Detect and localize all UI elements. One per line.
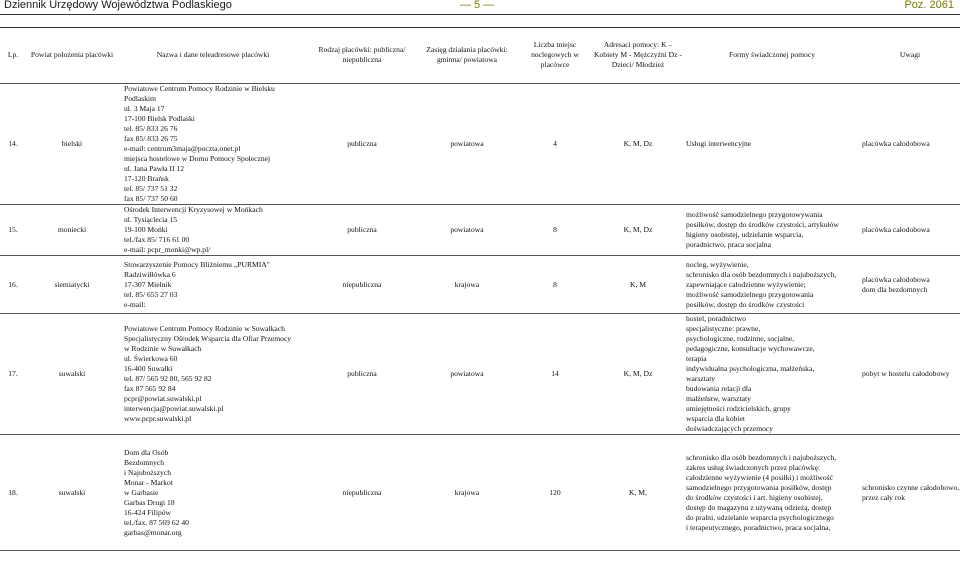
cell-forms [684,256,860,314]
cell-lp: 17. [8,369,18,379]
cell-name-line: e-mail: centrum3maja@poczta.onet.pl [124,144,241,154]
cell-name-line: e-mail: [124,299,146,309]
cell-forms-line: posiłków, dostęp do środków czystości, artykułów [686,220,839,230]
header-rule [0,14,960,15]
cell-places: 4 [553,139,557,149]
cell-forms [684,205,860,256]
cell-name-line: fax 87 565 92 84 [124,384,176,394]
cell-powiat: suwalski [58,487,86,497]
cell-name-line: w Rodzinie w Suwałkach [124,344,202,354]
cell-forms-line: możliwość samodzielnego przygotowywania [686,210,823,220]
table-row [0,256,960,314]
cell-scope: powiatowa [450,139,484,149]
cell-recipients: K, M, [629,487,647,497]
cell-name-line: Garbas Drugi 18 [124,497,175,507]
cell-lp: 14. [8,139,18,149]
cell-notes-line: placówka całodobowa [862,139,930,149]
cell-name-line: Radziwiłłówka 6 [124,269,176,279]
cell-forms-line: dostęp do magazynu z używaną odzieżą, dostęp [686,502,832,512]
cell-forms-line: samodzielnego przygotowania posiłków, dostęp [686,482,832,492]
cell-name-line: Powiatowe Centrum Pomocy Rodzinie w Suwałkach [124,324,285,334]
cell-type: niepubliczna [342,487,382,497]
col-header-scope: Zasięg działania placówki: gminna/ powiatowa [426,44,508,64]
cell-notes [860,314,960,435]
cell-forms-line: pedagogiczne, konsultacje wychowawcze, [686,344,815,354]
table-header-row [0,27,960,84]
cell-name [118,314,308,435]
table-row [0,435,960,551]
cell-name [118,256,308,314]
cell-forms-line: do pralni, udzielanie wsparcia psychologicznego [686,512,834,522]
cell-notes-line: przez cały rok [862,492,906,502]
cell-name-line: garbas@monar.org [124,528,182,537]
cell-forms-line: do środków czystości i art. higieny osobistej, [686,492,823,502]
cell-name-line: 16-424 Filipów [124,507,172,517]
cell-notes-line: placówka całodobowa [862,274,930,284]
cell-name-line: Monar - Markot [124,477,173,487]
cell-forms-line: posiłków, dostęp do środków czystości [686,299,805,309]
cell-forms-line: terapia [686,354,707,364]
cell-recipients: K, M, Dz [623,225,653,235]
cell-scope: powiatowa [450,225,484,235]
cell-forms-line: wsparcia dla kobiet [686,414,746,424]
col-header-powiat: Powiat położenia placówki [30,49,114,59]
cell-places: 8 [553,279,557,289]
cell-forms-line: higieny osobistej, udzielanie wsparcia, [686,230,804,240]
table-row [0,84,960,205]
cell-notes [860,84,960,205]
cell-recipients: K, M, Dz [623,369,653,379]
cell-forms-line: i terapeutycznego, poradnictwo, praca socjalna, [686,523,831,532]
cell-name-line: tel. 85/ 655 27 03 [124,289,178,299]
cell-name-line: fax 85/ 737 50 60 [124,194,178,204]
cell-name-line: Powiatowe Centrum Pomocy Rodzinie w Bielsku [124,84,275,93]
page-header [0,0,960,13]
cell-powiat: moniecki [57,225,87,235]
cell-name-line: tel./fax 85/ 716 61 00 [124,235,190,245]
cell-forms [684,84,860,205]
cell-name-line: pcpr@powiat.suwalski.pl [124,394,202,404]
facilities-table [0,27,960,551]
cell-forms-line: schronisko dla osób bezdomnych i najuboższych, [686,452,837,462]
cell-powiat: bielski [61,139,83,149]
cell-name-line: Ośrodek Interwencji Kryzysowej w Mońkach [124,205,263,215]
cell-powiat: suwalski [58,369,86,379]
cell-forms-line: indywidualna psychologiczna, małżeńska, [686,364,815,374]
cell-scope: krajowa [454,487,480,497]
cell-forms-line: hostel, poradnictwo [686,314,746,324]
cell-notes-line: placówka całodobowa [862,225,930,235]
cell-forms-line: nocleg, wyżywienie, [686,259,749,269]
cell-name-line: Stowarzyszenie Pomocy Bliźniemu „PURMIA" [124,259,270,269]
cell-name-line: Dom dla Osób [124,447,169,457]
cell-forms-line: umiejętności rodzicielskich, grupy [686,404,791,414]
col-header-places: Liczba miejsc noclegowych w placówce [531,39,579,69]
cell-forms-line: możliwość samodzielnego przygotowania [686,289,814,299]
cell-name-line: tel. 87/ 565 92 80, 565 92 82 [124,374,212,384]
cell-forms-line: specjalistyczne: prawne, [686,324,761,334]
cell-forms-line: małżeństw, warsztaty [686,394,751,404]
cell-name-line: tel. 85/ 833 26 76 [124,124,178,134]
cell-forms-line: Usługi interwencyjne [686,139,752,149]
cell-forms-line: psychologiczne, rodzinne, socjalne, [686,334,795,344]
cell-name-line: Specjalistyczny Ośrodek Wsparcia dla Ofiar Przemocy [124,334,292,344]
cell-name-line: fax 85/ 833 26 75 [124,134,178,144]
cell-places: 14 [551,369,559,379]
position-number: Poz. 2061 [904,0,954,11]
cell-forms-line: schronisko dla osób bezdomnych i najuboższych, [686,269,837,279]
cell-places: 8 [553,225,557,235]
cell-name-line: ul. Jana Pawła II 12 [124,164,185,174]
cell-type: publiczna [347,225,377,235]
cell-type: publiczna [347,369,377,379]
cell-name-line: 19-100 Mońki [124,225,168,235]
table-row [0,205,960,256]
cell-name-line: www.pcpr.suwalski.pl [124,414,192,424]
cell-notes [860,256,960,314]
cell-forms-line: warsztaty [686,374,716,384]
col-header-name: Nazwa i dane teleadresowe placówki [156,49,270,59]
cell-name-line: e-mail: pcpr_monki@wp.pl/ [124,245,211,255]
cell-lp: 18. [8,487,18,497]
cell-lp: 16. [8,279,18,289]
col-header-recipients: Adresaci pomocy: K – Kobiety M - Mężczyźni Dz - Dzieci/ Młodzież [594,39,682,69]
cell-forms-line: budowania relacji dla [686,384,752,394]
cell-name-line: tel./fax. 87 569 62 40 [124,517,189,527]
cell-powiat: siemiatycki [54,279,90,289]
cell-forms-line: doświadczających przemocy [686,424,774,434]
cell-type: niepubliczna [342,279,382,289]
cell-name [118,84,308,205]
cell-notes-line: dom dla bezdomnych [862,284,928,294]
cell-name-line: i Najuboższych [124,467,172,477]
cell-name-line: ul. Tysiąclecia 15 [124,215,178,225]
cell-name-line: w Garbasie [124,487,159,497]
cell-notes-line: pobyt w hostelu całodobowy [862,369,950,379]
col-header-notes: Uwagi [899,49,921,59]
col-header-lp: Lp. [7,49,19,59]
cell-forms [684,314,860,435]
cell-notes-line: schronisko czynne całodobowo, [862,482,960,492]
cell-name [118,435,308,551]
cell-recipients: K, M, Dz [623,139,653,149]
col-header-type: Rodzaj placówki: publiczna/ niepubliczna [318,44,406,64]
journal-title: Dziennik Urzędowy Województwa Podlaskiego [4,0,232,11]
cell-name-line: Bezdomnych [124,457,165,467]
cell-name [118,205,308,256]
cell-name-line: tel. 85/ 737 51 32 [124,184,178,194]
cell-forms [684,435,860,551]
cell-lp: 15. [8,225,18,235]
cell-name-line: 17-120 Brańsk [124,174,169,184]
cell-name-line: 17-100 Bielsk Podlaski [124,114,195,124]
col-header-forms: Formy świadczonej pomocy [728,49,816,59]
cell-name-line: 17-307 Mielnik [124,279,172,289]
cell-name-line: Podlaskim [124,94,157,104]
cell-notes [860,435,960,551]
page-number: — 5 — [460,0,495,11]
cell-name-line: 16-400 Suwałki [124,364,173,374]
cell-scope: krajowa [454,279,480,289]
cell-forms-line: całodzienne wyżywienie (4 posiłki) i możliwość [686,472,833,482]
cell-notes [860,205,960,256]
cell-recipients: K, M [629,279,647,289]
cell-places: 120 [549,487,561,497]
cell-type: publiczna [347,139,377,149]
table-row [0,314,960,435]
cell-scope: powiatowa [450,369,484,379]
cell-name-line: interwencja@powiat.suwalski.pl [124,404,224,414]
cell-name-line: ul. 3 Maja 17 [124,104,165,114]
cell-forms-line: zakres usług świadczonych przez placówkę: [686,462,821,472]
cell-name-line: miejsca hostelowe w Domu Pomocy Społecznej [124,154,271,164]
cell-forms-line: zapewniające całodzienne wyżywienie; [686,279,806,289]
cell-forms-line: poradnictwo, praca socjalna [686,240,771,250]
cell-name-line: ul. Świerkowa 60 [124,354,178,364]
